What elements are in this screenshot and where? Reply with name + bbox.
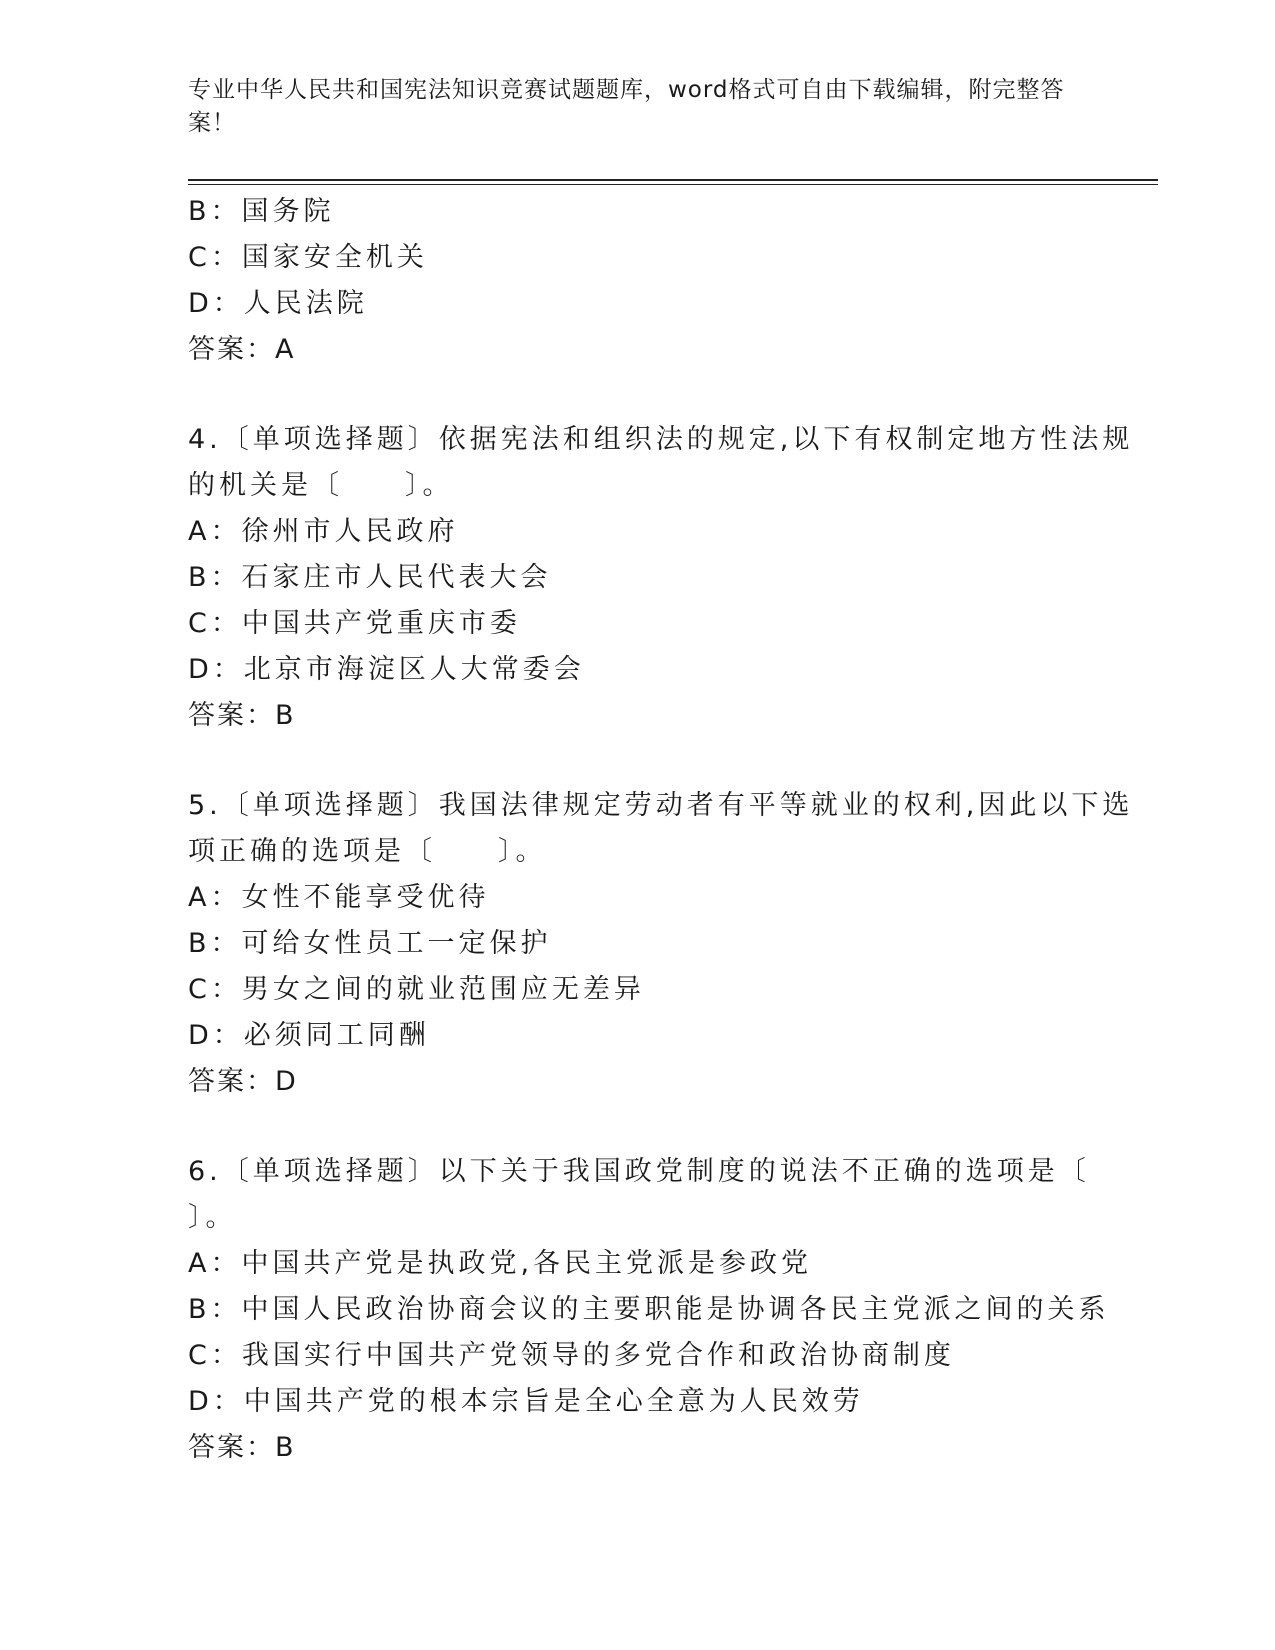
spacer <box>188 739 1088 783</box>
option-c: C：国家安全机关 <box>188 242 428 273</box>
spacer <box>188 1105 1088 1149</box>
option-d: D：中国共产党的根本宗旨是全心全意为人民效劳 <box>188 1386 864 1417</box>
question-text-line: 项正确的选项是〔 〕。 <box>188 836 547 867</box>
question-4 <box>188 417 1134 739</box>
option-d: D：北京市海淀区人大常委会 <box>188 654 585 685</box>
document-header: 专业中华人民共和国宪法知识竞赛试题题库，word格式可自由下载编辑，附完整答案！ <box>188 77 1065 136</box>
header-divider-thick <box>188 179 1158 181</box>
header-divider-thin <box>188 184 1158 185</box>
answer-line: 答案：D <box>188 1066 298 1097</box>
answer-line: 答案：B <box>188 1432 296 1463</box>
spacer <box>188 373 1088 417</box>
option-d: D：人民法院 <box>188 288 368 319</box>
question-list <box>188 189 1134 1471</box>
question-text-line: 4.〔单项选择题〕依据宪法和组织法的规定,以下有权制定地方性法规 <box>188 424 1134 455</box>
option-b: B：可给女性员工一定保护 <box>188 928 552 959</box>
option-b: B：石家庄市人民代表大会 <box>188 562 552 593</box>
option-a: A：中国共产党是执政党,各民主党派是参政党 <box>188 1248 813 1279</box>
option-c: C：男女之间的就业范围应无差异 <box>188 974 645 1005</box>
question-text-line: 5.〔单项选择题〕我国法律规定劳动者有平等就业的权利,因此以下选 <box>188 790 1134 821</box>
option-c: C：我国实行中国共产党领导的多党合作和政治协商制度 <box>188 1340 955 1371</box>
question-5 <box>188 783 1134 1105</box>
answer-line: 答案：A <box>188 334 296 365</box>
option-b: B：国务院 <box>188 196 335 227</box>
option-a: A：徐州市人民政府 <box>188 516 459 547</box>
question-text-line: 〕。 <box>188 1202 237 1233</box>
question-6 <box>188 1149 1110 1471</box>
answer-line: 答案：B <box>188 700 296 731</box>
question-text-line: 的机关是〔 〕。 <box>188 470 454 501</box>
option-a: A：女性不能享受优待 <box>188 882 490 913</box>
option-c: C：中国共产党重庆市委 <box>188 608 521 639</box>
question-text-line: 6.〔单项选择题〕以下关于我国政党制度的说法不正确的选项是〔 <box>188 1156 1090 1187</box>
option-d: D：必须同工同酬 <box>188 1020 430 1051</box>
option-b: B：中国人民政治协商会议的主要职能是协调各民主党派之间的关系 <box>188 1294 1110 1325</box>
partial-question <box>188 189 1088 373</box>
